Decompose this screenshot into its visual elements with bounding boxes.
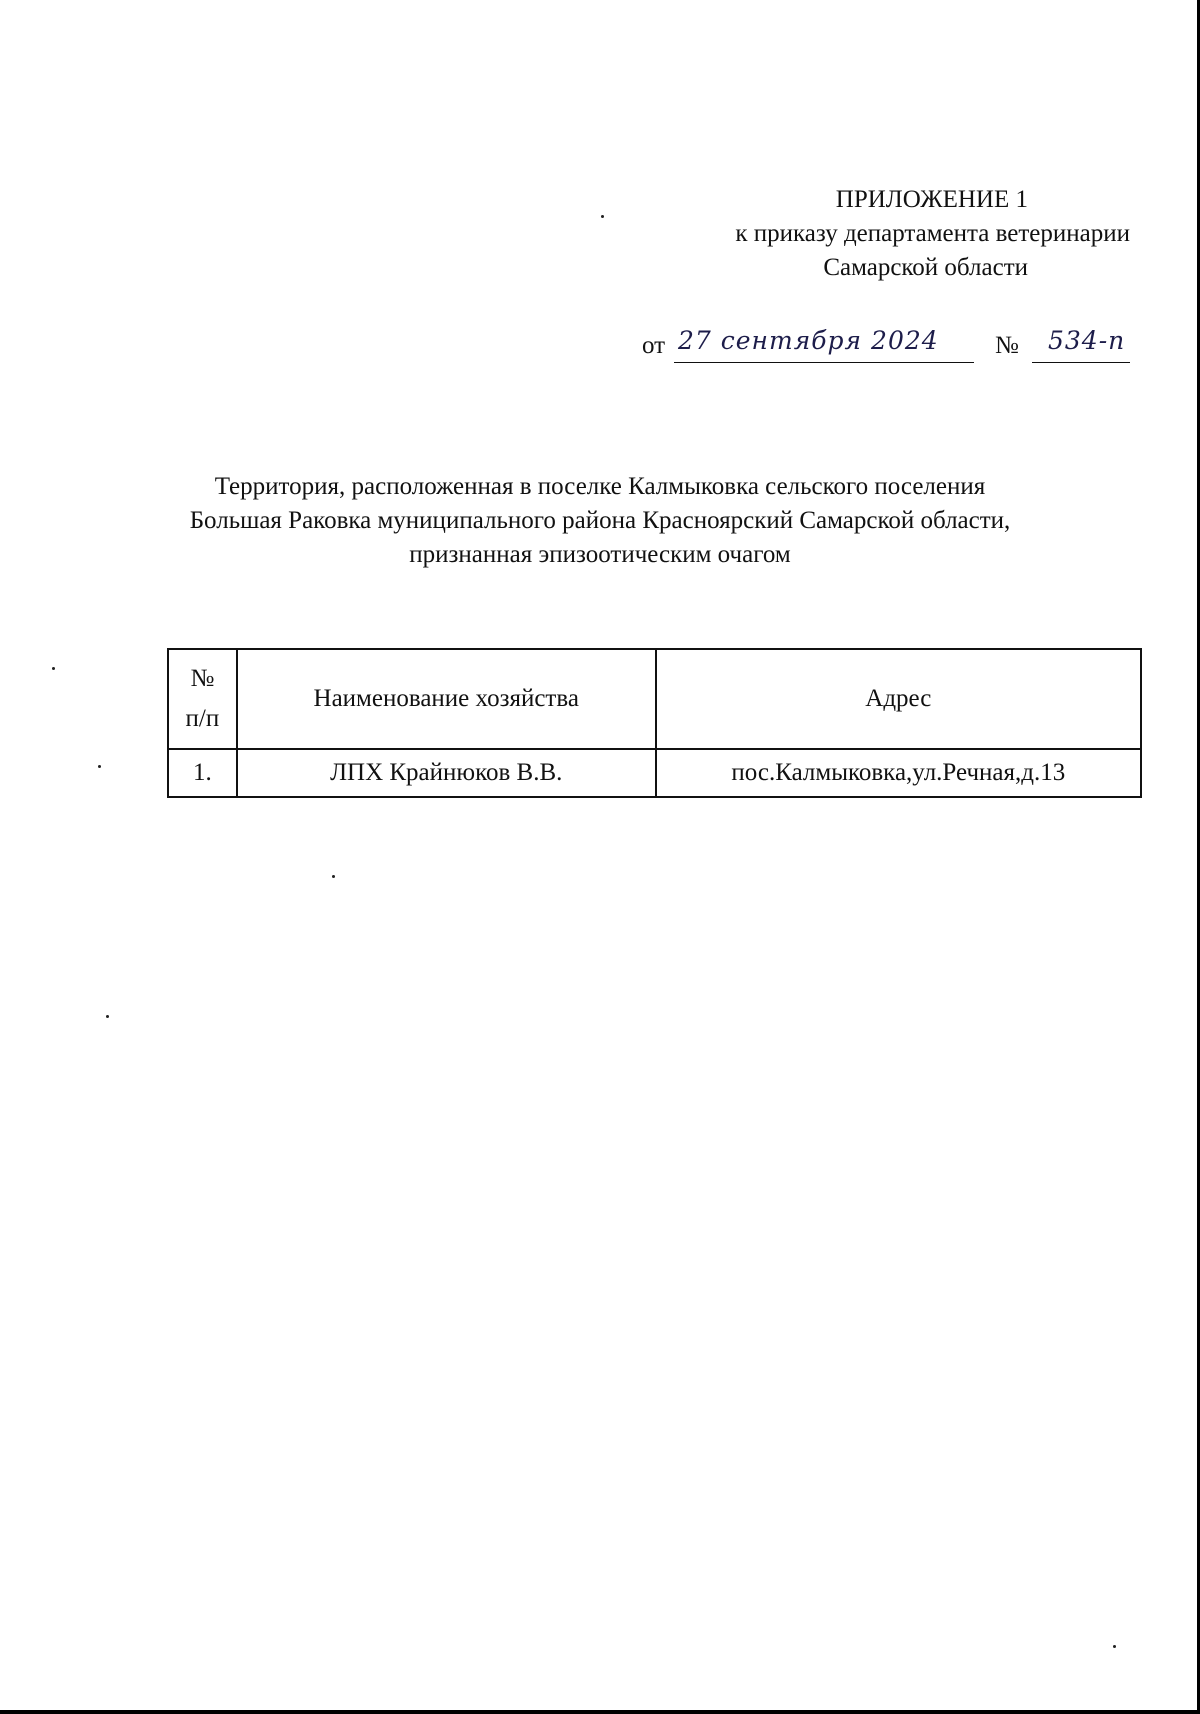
- row-number: 1.: [168, 749, 237, 797]
- row-address: пос.Калмыковка,ул.Речная,д.13: [656, 749, 1141, 797]
- from-label: от: [642, 332, 666, 359]
- header-farm-name: Наименование хозяйства: [237, 649, 656, 749]
- header-address: Адрес: [656, 649, 1141, 749]
- scan-speck: [1113, 1645, 1116, 1648]
- scan-speck: [332, 875, 335, 878]
- handwritten-number: 534-п: [1048, 326, 1126, 355]
- table-header-row: [168, 649, 1141, 749]
- document-heading: [150, 470, 1050, 572]
- heading-line-3: признанная эпизоотическим очагом: [409, 541, 791, 568]
- scan-speck: [106, 1015, 109, 1018]
- appendix-label: ПРИЛОЖЕНИЕ 1: [835, 186, 1028, 213]
- appendix-region: Самарской области: [823, 254, 1028, 281]
- header-number: № п/п: [168, 649, 237, 749]
- scan-speck: [52, 667, 55, 670]
- date-blank-line: [674, 362, 974, 363]
- scan-speck: [98, 765, 101, 768]
- appendix-order-ref: к приказу департамента ветеринарии: [735, 220, 1130, 247]
- number-blank-line: [1032, 362, 1130, 363]
- farms-table: [167, 648, 1142, 798]
- handwritten-date: 27 сентября 2024: [678, 326, 939, 355]
- scan-border-bottom: [0, 1710, 1200, 1714]
- heading-line-1: Территория, расположенная в поселке Калмыковка сельского поселения: [214, 473, 986, 500]
- table-row: [168, 749, 1141, 797]
- appendix-block: [600, 183, 1130, 285]
- heading-line-2: Большая Раковка муниципального района Красноярский Самарской области,: [189, 507, 1011, 534]
- number-label: №: [995, 332, 1019, 359]
- scan-speck: [601, 215, 604, 218]
- row-farm-name: ЛПХ Крайнюков В.В.: [237, 749, 656, 797]
